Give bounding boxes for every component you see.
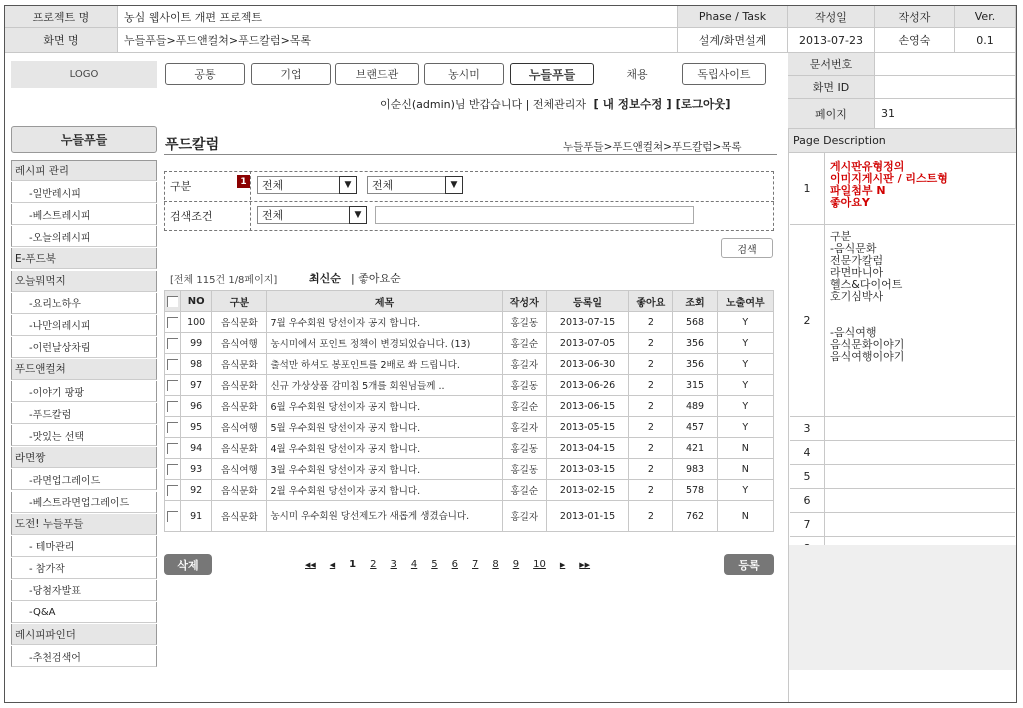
row-views: 489 xyxy=(673,396,717,417)
title-divider xyxy=(164,154,777,155)
project-label: 프로젝트 명 xyxy=(5,6,118,28)
row-visible: Y xyxy=(717,312,773,333)
sidebar-item[interactable]: -베스트레시피 xyxy=(11,204,157,225)
phase-value: 설계/화면설계 xyxy=(678,28,788,53)
row-category: 음식문화 xyxy=(212,375,267,396)
row-author: 홍길동 xyxy=(502,459,546,480)
user-greeting: 이순신(admin)님 반갑습니다 | 전체관리자 xyxy=(380,98,587,111)
row-views: 421 xyxy=(673,438,717,459)
row-visible: Y xyxy=(717,354,773,375)
sidebar-item[interactable]: -라면업그레이드 xyxy=(11,469,157,490)
row-visible: Y xyxy=(717,417,773,438)
col-views: 조회 xyxy=(673,291,717,312)
search-condition-select[interactable] xyxy=(257,206,367,224)
sidebar-title[interactable]: 누들푸들 xyxy=(11,126,157,153)
sidebar-item[interactable]: -당첨자발표 xyxy=(11,580,157,601)
description-number: 5 xyxy=(790,465,825,488)
description-number: 7 xyxy=(790,513,825,536)
row-author: 홍길동 xyxy=(502,375,546,396)
filter-divider xyxy=(164,201,774,202)
row-visible: Y xyxy=(717,333,773,354)
page-value: 31 xyxy=(875,99,1016,129)
category-select-1[interactable] xyxy=(257,176,357,194)
date-value: 2013-07-23 xyxy=(788,28,875,53)
project-value: 농심 웹사이트 개편 프로젝트 xyxy=(118,6,678,28)
ver-label: Ver. xyxy=(955,6,1016,28)
sidebar-item[interactable]: - 참가작 xyxy=(11,558,157,579)
screen-label: 화면 명 xyxy=(5,28,118,53)
tab-brand[interactable]: 브랜드관 xyxy=(335,63,419,85)
row-views: 568 xyxy=(673,312,717,333)
row-checkbox[interactable] xyxy=(167,317,178,328)
sidebar-category[interactable]: 레시피파인더 xyxy=(11,624,157,645)
row-likes: 2 xyxy=(629,417,673,438)
docnum-value xyxy=(875,53,1016,76)
sidebar-item[interactable]: -추천검색어 xyxy=(11,646,157,667)
row-select-cell[interactable] xyxy=(165,480,181,501)
row-no: 93 xyxy=(181,459,212,480)
col-likes: 좋아요 xyxy=(629,291,673,312)
description-row xyxy=(790,225,1015,417)
last-page-icon[interactable]: ▶▶ xyxy=(579,561,591,569)
sidebar-item[interactable]: -푸드칼럼 xyxy=(11,403,157,424)
tab-nongsimi[interactable]: 농시미 xyxy=(424,63,504,85)
logo[interactable]: LOGO xyxy=(11,61,157,88)
ver-value: 0.1 xyxy=(955,28,1016,53)
row-author: 홍길순 xyxy=(502,333,546,354)
filter-label-divider xyxy=(250,171,251,231)
row-visible: Y xyxy=(717,480,773,501)
page-link[interactable]: 3 xyxy=(390,559,397,570)
pagination xyxy=(298,559,597,570)
sidebar-category[interactable]: 레시피 관리 xyxy=(11,160,157,181)
description-row xyxy=(790,153,1015,225)
row-select-cell[interactable] xyxy=(165,375,181,396)
row-date: 2013-03-15 xyxy=(546,459,628,480)
table-row[interactable] xyxy=(165,438,774,459)
row-title[interactable]: 7월 우수회원 당선이자 공지 합니다. xyxy=(267,312,502,333)
row-checkbox[interactable] xyxy=(167,401,178,412)
table-row[interactable] xyxy=(165,354,774,375)
tab-recruit[interactable]: 채용 xyxy=(597,63,677,85)
page-link[interactable]: 8 xyxy=(492,559,499,570)
row-date: 2013-06-30 xyxy=(546,354,628,375)
description-row xyxy=(790,441,1015,465)
row-visible: N xyxy=(717,501,773,532)
chevron-down-icon: ▼ xyxy=(339,176,357,194)
page-description-title: Page Description xyxy=(788,129,1016,153)
col-visible: 노출여부 xyxy=(717,291,773,312)
row-category: 음식여행 xyxy=(212,333,267,354)
row-select-cell[interactable] xyxy=(165,438,181,459)
delete-button[interactable]: 삭제 xyxy=(164,554,212,575)
sidebar-category[interactable]: E-푸드북 xyxy=(11,248,157,269)
row-no: 98 xyxy=(181,354,212,375)
page-link[interactable]: 10 xyxy=(533,559,546,570)
row-visible: Y xyxy=(717,396,773,417)
user-links[interactable]: [ 내 정보수정 ] [로그아웃] xyxy=(593,97,731,111)
row-title[interactable]: 신규 가상상품 감미칩 5개를 회원님들께 .. xyxy=(267,375,502,396)
sidebar-item[interactable]: - 테마관리 xyxy=(11,536,157,557)
author-value: 손영숙 xyxy=(875,28,955,53)
page-link[interactable]: 2 xyxy=(370,559,377,570)
row-checkbox[interactable] xyxy=(167,338,178,349)
user-bar xyxy=(380,96,731,112)
search-condition-value: 전체 xyxy=(262,209,284,222)
row-author: 홍길자 xyxy=(502,354,546,375)
description-text xyxy=(825,513,1015,536)
row-title[interactable]: 농시미에서 포인트 정책이 변경되었습니다. (13) xyxy=(267,333,502,354)
breadcrumb: 누들푸들>푸드앤컬쳐>푸드칼럼>목록 xyxy=(563,141,742,153)
description-text xyxy=(825,441,1015,464)
chevron-down-icon: ▼ xyxy=(445,176,463,194)
author-label: 작성자 xyxy=(875,6,955,28)
row-likes: 2 xyxy=(629,501,673,532)
page-description-divider xyxy=(788,129,789,702)
page-numbers xyxy=(342,559,553,570)
row-no: 92 xyxy=(181,480,212,501)
page-link[interactable]: 6 xyxy=(451,559,459,570)
search-condition-label: 검색조건 xyxy=(170,209,213,223)
category-select-1-value: 전체 xyxy=(262,179,284,192)
row-select-cell[interactable] xyxy=(165,396,181,417)
row-category: 음식여행 xyxy=(212,459,267,480)
row-views: 356 xyxy=(673,333,717,354)
row-date: 2013-07-15 xyxy=(546,312,628,333)
description-text xyxy=(825,489,1015,512)
row-title[interactable]: 출석만 하셔도 봉포인트를 2배로 쏴 드립니다. xyxy=(267,354,502,375)
table-row[interactable] xyxy=(165,333,774,354)
description-number: 3 xyxy=(790,417,825,440)
row-no: 96 xyxy=(181,396,212,417)
table-row[interactable] xyxy=(165,480,774,501)
row-date: 2013-06-15 xyxy=(546,396,628,417)
description-number: 1 xyxy=(790,153,825,224)
row-title[interactable]: 5월 우수회원 당선이자 공지 합니다. xyxy=(267,417,502,438)
category-select-2-value: 전체 xyxy=(372,179,394,192)
sidebar-item[interactable]: -맛있는 선택 xyxy=(11,425,157,446)
page-link[interactable]: 4 xyxy=(410,559,418,570)
row-title[interactable]: 4월 우수회원 당선이자 공지 합니다. xyxy=(267,438,502,459)
table-row[interactable] xyxy=(165,459,774,480)
description-text xyxy=(825,465,1015,488)
row-visible: N xyxy=(717,459,773,480)
row-date: 2013-07-05 xyxy=(546,333,628,354)
tab-company[interactable]: 기업 xyxy=(251,63,331,85)
row-checkbox[interactable] xyxy=(167,359,178,370)
table-row[interactable] xyxy=(165,312,774,333)
row-date: 2013-02-15 xyxy=(546,480,628,501)
sidebar-category[interactable]: 도전! 누들푸들 xyxy=(11,514,157,535)
sidebar-category[interactable]: 푸드앤컬쳐 xyxy=(11,359,157,380)
first-page-icon[interactable]: ◀◀ xyxy=(305,561,316,569)
row-checkbox[interactable] xyxy=(167,485,178,496)
row-likes: 2 xyxy=(629,312,673,333)
sort-latest[interactable]: 최신순 xyxy=(309,272,341,285)
phase-label: Phase / Task xyxy=(678,6,788,28)
row-views: 457 xyxy=(673,417,717,438)
row-visible: Y xyxy=(717,375,773,396)
select-all-checkbox[interactable] xyxy=(167,296,178,307)
row-select-cell[interactable] xyxy=(165,312,181,333)
row-category: 음식문화 xyxy=(212,480,267,501)
row-title[interactable]: 6월 우수회원 당선이자 공지 합니다. xyxy=(267,396,502,417)
sidebar-item[interactable]: -나만의레시피 xyxy=(11,315,157,336)
row-likes: 2 xyxy=(629,438,673,459)
row-likes: 2 xyxy=(629,396,673,417)
row-no: 94 xyxy=(181,438,212,459)
post-table xyxy=(164,290,774,532)
search-button[interactable]: 검색 xyxy=(721,238,773,258)
row-likes: 2 xyxy=(629,354,673,375)
sidebar-item[interactable]: -요리노하우 xyxy=(11,293,157,314)
row-select-cell[interactable] xyxy=(165,417,181,438)
page-description-empty-area xyxy=(788,545,1016,670)
row-likes: 2 xyxy=(629,480,673,501)
row-category: 음식문화 xyxy=(212,354,267,375)
sidebar-item[interactable]: -오늘의레시피 xyxy=(11,226,157,247)
row-category: 음식문화 xyxy=(212,312,267,333)
row-views: 315 xyxy=(673,375,717,396)
screen-value: 누들푸들>푸드앤컬쳐>푸드칼럼>목록 xyxy=(118,28,678,53)
description-number: 6 xyxy=(790,489,825,512)
chevron-down-icon: ▼ xyxy=(349,206,367,224)
row-views: 356 xyxy=(673,354,717,375)
tab-noodle-foodle[interactable]: 누들푸들 xyxy=(510,63,594,85)
row-checkbox[interactable] xyxy=(167,422,178,433)
page-link[interactable]: 9 xyxy=(512,559,520,570)
category-label: 구분 xyxy=(170,179,192,193)
row-category: 음식문화 xyxy=(212,438,267,459)
row-author: 홍길자 xyxy=(502,417,546,438)
row-likes: 2 xyxy=(629,459,673,480)
row-author: 홍길순 xyxy=(502,480,546,501)
description-text: 게시판유형정의 이미지게시판 / 리스트형 파일첨부 N 좋아요Y xyxy=(830,160,948,209)
date-label: 작성일 xyxy=(788,6,875,28)
sidebar-item[interactable]: -Q&A xyxy=(11,602,157,623)
row-author: 홍길자 xyxy=(502,501,546,532)
row-select-cell[interactable] xyxy=(165,501,181,532)
col-author: 작성자 xyxy=(502,291,546,312)
next-page-icon[interactable]: ▶ xyxy=(559,561,566,569)
page-label: 페이지 xyxy=(788,99,875,129)
row-author: 홍길순 xyxy=(502,396,546,417)
sidebar-item[interactable]: -일반레시피 xyxy=(11,182,157,203)
row-visible: N xyxy=(717,438,773,459)
row-checkbox[interactable] xyxy=(167,511,178,522)
description-row xyxy=(790,417,1015,441)
table-row[interactable] xyxy=(165,375,774,396)
description-text xyxy=(825,417,1015,440)
row-no: 91 xyxy=(181,501,212,532)
description-row xyxy=(790,489,1015,513)
row-category: 음식문화 xyxy=(212,501,267,532)
row-no: 97 xyxy=(181,375,212,396)
description-row xyxy=(790,465,1015,489)
row-title[interactable]: 3월 우수회원 당선이자 공지 합니다. xyxy=(267,459,502,480)
sidebar-item[interactable]: -이야기 팡팡 xyxy=(11,381,157,402)
page-link[interactable]: 7 xyxy=(472,559,479,570)
description-number: 4 xyxy=(790,441,825,464)
sidebar-category[interactable]: 라면짱 xyxy=(11,447,157,468)
annotation-marker-1: 1 xyxy=(237,175,250,188)
row-select-cell[interactable] xyxy=(165,333,181,354)
table-header xyxy=(165,291,774,312)
row-checkbox[interactable] xyxy=(167,380,178,391)
col-title: 제목 xyxy=(267,291,502,312)
docnum-label: 문서번호 xyxy=(788,53,875,76)
select-all-cell[interactable] xyxy=(165,291,181,312)
description-text: 구분 -음식문화 전문가칼럼 라면마니아 헬스&다이어트 호기심박사 -음식여행 음식문화이야기 음식여행이야기 xyxy=(830,230,905,363)
row-category: 음식여행 xyxy=(212,417,267,438)
row-select-cell[interactable] xyxy=(165,354,181,375)
sort-likes[interactable]: | 좋아요순 xyxy=(351,272,401,285)
col-date: 등록일 xyxy=(546,291,628,312)
row-views: 983 xyxy=(673,459,717,480)
table-row[interactable] xyxy=(165,501,774,532)
sidebar-category[interactable]: 오늘뭐먹지 xyxy=(11,271,157,292)
row-author: 홍길동 xyxy=(502,312,546,333)
row-checkbox[interactable] xyxy=(167,464,178,475)
row-no: 100 xyxy=(181,312,212,333)
row-select-cell[interactable] xyxy=(165,459,181,480)
page-title: 푸드칼럼 xyxy=(165,137,220,153)
row-category: 음식문화 xyxy=(212,396,267,417)
description-row xyxy=(790,513,1015,537)
register-button[interactable]: 등록 xyxy=(724,554,774,575)
row-title[interactable]: 농시미 우수회원 당선제도가 새롭게 생겼습니다. xyxy=(267,501,502,532)
prev-page-icon[interactable]: ◀ xyxy=(329,561,336,569)
screenid-label: 화면 ID xyxy=(788,76,875,99)
sidebar-item[interactable]: -이런날상차림 xyxy=(11,337,157,358)
page-link[interactable]: 5 xyxy=(431,559,438,570)
row-checkbox[interactable] xyxy=(167,443,178,454)
screenid-value xyxy=(875,76,1016,99)
table-row[interactable] xyxy=(165,396,774,417)
col-category: 구분 xyxy=(212,291,267,312)
search-input[interactable] xyxy=(375,206,694,224)
tab-independent-site[interactable]: 독립사이트 xyxy=(682,63,766,85)
category-select-2[interactable] xyxy=(367,176,463,194)
tab-common[interactable]: 공통 xyxy=(165,63,245,85)
row-views: 578 xyxy=(673,480,717,501)
row-no: 95 xyxy=(181,417,212,438)
row-likes: 2 xyxy=(629,375,673,396)
row-date: 2013-04-15 xyxy=(546,438,628,459)
page-link[interactable]: 1 xyxy=(349,559,357,570)
row-date: 2013-01-15 xyxy=(546,501,628,532)
row-no: 99 xyxy=(181,333,212,354)
sidebar-item[interactable]: -베스트라면업그레이드 xyxy=(11,492,157,513)
description-number: 2 xyxy=(790,225,825,416)
row-date: 2013-05-15 xyxy=(546,417,628,438)
row-views: 762 xyxy=(673,501,717,532)
table-row[interactable] xyxy=(165,417,774,438)
row-title[interactable]: 2월 우수회원 당선이자 공지 합니다. xyxy=(267,480,502,501)
row-author: 홍길동 xyxy=(502,438,546,459)
row-likes: 2 xyxy=(629,333,673,354)
row-date: 2013-06-26 xyxy=(546,375,628,396)
col-no: NO xyxy=(181,291,212,312)
list-summary: [전체 115건 1/8페이지] xyxy=(170,275,278,286)
